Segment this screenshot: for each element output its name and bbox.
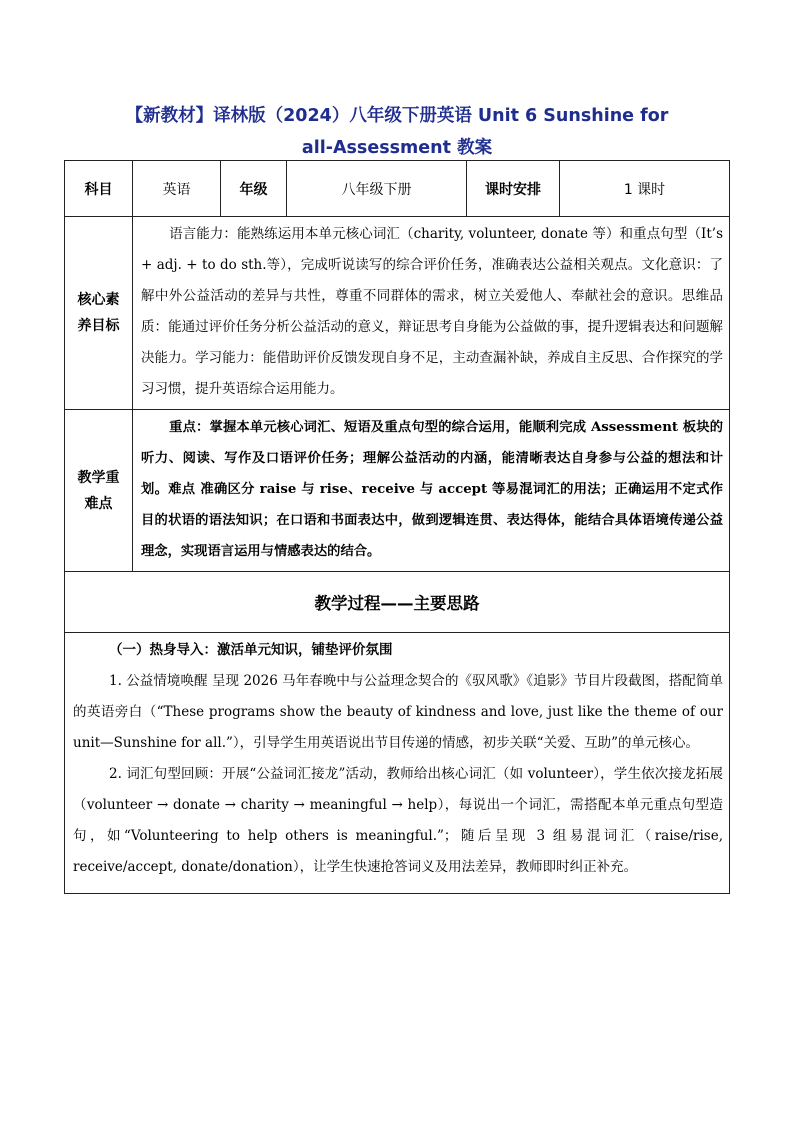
core-goals-label bbox=[65, 217, 133, 410]
lesson-plan-table bbox=[64, 160, 730, 894]
key-points-cell bbox=[133, 410, 730, 572]
subject-label: 科目 bbox=[65, 161, 133, 217]
title-line-2: all-Assessment 教案 bbox=[301, 138, 493, 158]
document-title bbox=[60, 100, 734, 164]
key-points-label-line2: 难点 bbox=[84, 495, 113, 512]
core-goals-cell bbox=[133, 217, 730, 410]
grade-value: 八年级下册 bbox=[287, 161, 467, 217]
core-goals-label-line1: 核心素 bbox=[77, 292, 120, 308]
process-content-row bbox=[65, 633, 730, 894]
key-points-label bbox=[65, 410, 133, 572]
core-goals-text: 语言能力：能熟练运用本单元核心词汇（charity, volunteer, donate 等）和重点句型（It’s + adj. + to do sth.等），完成听说读写的综合评价任务，准确表达公益相关观点。文化意识：了解中外公益活动的差异与共性，尊重不同群体的需求，树立关爱他人、奉献社会的意识。思维品质：能通过评价任务分析公益活动的意义，辩证思考自身能为公益做的事，提升逻辑表达和问题解决能力。学习能力：能借助评价反馈发现自身不足，主动查漏补缺，养成自主反思、合作探究的学习习惯，提升英语综合运用能力。 bbox=[141, 226, 723, 397]
hours-value: 1 课时 bbox=[560, 161, 730, 217]
warmup-paragraph-2: 2. 词汇句型回顾：开展“公益词汇接龙”活动，教师给出核心词汇（如 volunteer），学生依次接龙拓展（volunteer → donate → charity → meaningful → help），每说出一个词汇，需搭配本单元重点句型造句，如“Volunteering to help others is meaningful.”；随后呈现 3 组易混词汇（raise/rise, receive/accept, donate/donation），让学生快速抢答词义及用法差异，教师即时纠正补充。 bbox=[73, 766, 723, 875]
core-goals-row bbox=[65, 217, 730, 410]
hours-label: 课时安排 bbox=[467, 161, 560, 217]
process-content bbox=[65, 633, 730, 894]
process-heading-row bbox=[65, 572, 730, 633]
warmup-paragraph-1: 1. 公益情境唤醒 呈现 2026 马年春晚中与公益理念契合的《驭风歌》《追影》节目片段截图，搭配简单的英语旁白（“These programs show the beauty of kindness and love, just like the theme of our unit—Sunshine for all.”），引导学生用英语说出节目传递的情感，初步关联“关爱、互助”的单元核心。 bbox=[73, 673, 723, 751]
key-points-row bbox=[65, 410, 730, 572]
key-points-label-line1: 教学重 bbox=[77, 469, 120, 486]
subject-value: 英语 bbox=[133, 161, 221, 217]
process-heading: 教学过程——主要思路 bbox=[65, 572, 730, 633]
core-goals-label-line2: 养目标 bbox=[77, 318, 120, 334]
title-line-1: 【新教材】译林版（2024）八年级下册英语 Unit 6 Sunshine for bbox=[125, 106, 669, 126]
grade-label: 年级 bbox=[221, 161, 287, 217]
warmup-subheading: （一）热身导入：激活单元知识，铺垫评价氛围 bbox=[109, 642, 393, 658]
key-points-text: 重点：掌握本单元核心词汇、短语及重点句型的综合运用，能顺利完成 Assessment 板块的听力、阅读、写作及口语评价任务；理解公益活动的内涵，能清晰表达自身参与公益的想法和计划。难点 准确区分 raise 与 rise、receive 与 accept 等易混词汇的用法；正确运用不定式作目的状语的语法知识；在口语和书面表达中，做到逻辑连贯、表达得体，能结合具体语境传递公益理念，实现语言运用与情感表达的结合。 bbox=[141, 420, 723, 559]
header-row bbox=[65, 161, 730, 217]
